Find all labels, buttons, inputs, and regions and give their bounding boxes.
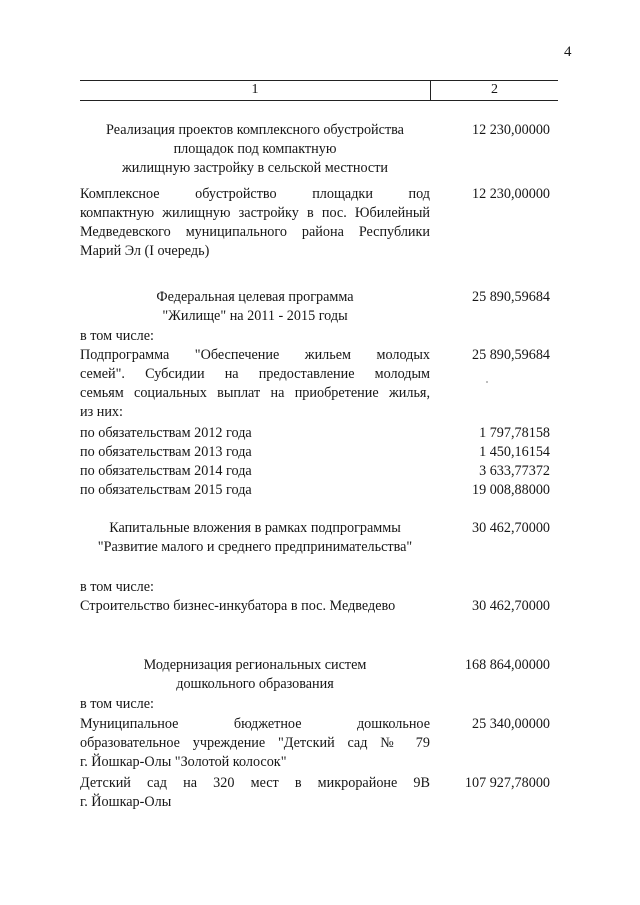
obligation-label: по обязательствам 2015 года (80, 482, 252, 498)
column-2-header: 2 (491, 82, 498, 97)
item-amount: 25 340,00000 (471, 716, 550, 732)
item-amount: 12 230,00000 (471, 186, 550, 202)
section-title: Федеральная целевая программа (156, 289, 354, 305)
obligation-label: по обязательствам 2013 года (80, 444, 252, 460)
item-text: г. Йошкар-Олы (80, 794, 172, 810)
item-text: компактную жилищную застройку в пос. Юбилейный (80, 205, 430, 221)
obligation-amount: 19 008,88000 (471, 482, 550, 498)
item-text: Муниципальное бюджетное дошкольное (80, 716, 430, 732)
column-1-header: 1 (251, 82, 259, 97)
item-text: Медведевского муниципального района Республики (80, 224, 430, 240)
item-amount: 25 890,59684 (471, 347, 550, 363)
item-text: Подпрограмма "Обеспечение жильем молодых (80, 347, 430, 363)
obligation-label: по обязательствам 2012 года (80, 425, 252, 441)
section-title: Реализация проектов комплексного обустройства (106, 122, 404, 138)
item-text: Детский сад на 320 мест в микрорайоне 9В (80, 775, 430, 791)
section-amount: 12 230,00000 (471, 122, 550, 138)
table-header (80, 80, 558, 101)
section-title: дошкольного образования (176, 676, 334, 692)
section-title: "Жилище" на 2011 - 2015 годы (162, 308, 348, 324)
obligation-amount: 1 797,78158 (479, 425, 550, 441)
item-text: Комплексное обустройство площадки под (80, 186, 430, 202)
item-text: семьям социальных выплат на приобретение жилья, (80, 385, 430, 401)
scan-speck (486, 381, 488, 383)
item-text: Марий Эл (I очередь) (80, 243, 210, 259)
page-number: 4 (564, 44, 572, 60)
item-text: образовательное учреждение "Детский сад № 79 (80, 735, 430, 751)
obligation-amount: 1 450,16154 (479, 444, 550, 460)
including-label: в том числе: (80, 579, 154, 595)
obligation-amount: 3 633,77372 (479, 463, 550, 479)
section-amount: 25 890,59684 (471, 289, 550, 305)
item-text: семей". Субсидии на предоставление молодым (80, 366, 430, 382)
section-title: Модернизация региональных систем (143, 657, 367, 673)
item-text: г. Йошкар-Олы "Золотой колосок" (80, 754, 287, 770)
section-title: жилищную застройку в сельской местности (121, 160, 389, 176)
including-label: в том числе: (80, 328, 154, 344)
section-title: "Развитие малого и среднего предпринимательства" (97, 539, 413, 555)
obligation-label: по обязательствам 2014 года (80, 463, 252, 479)
section-title: площадок под компактную (173, 141, 337, 157)
item-amount: 30 462,70000 (471, 598, 550, 614)
item-text: Строительство бизнес-инкубатора в пос. Медведево (80, 598, 396, 614)
section-amount: 168 864,00000 (464, 657, 550, 673)
section-title: Капитальные вложения в рамках подпрограммы (109, 520, 401, 536)
item-text: из них: (80, 404, 123, 420)
section-amount: 30 462,70000 (471, 520, 550, 536)
item-amount: 107 927,78000 (464, 775, 550, 791)
including-label: в том числе: (80, 696, 154, 712)
